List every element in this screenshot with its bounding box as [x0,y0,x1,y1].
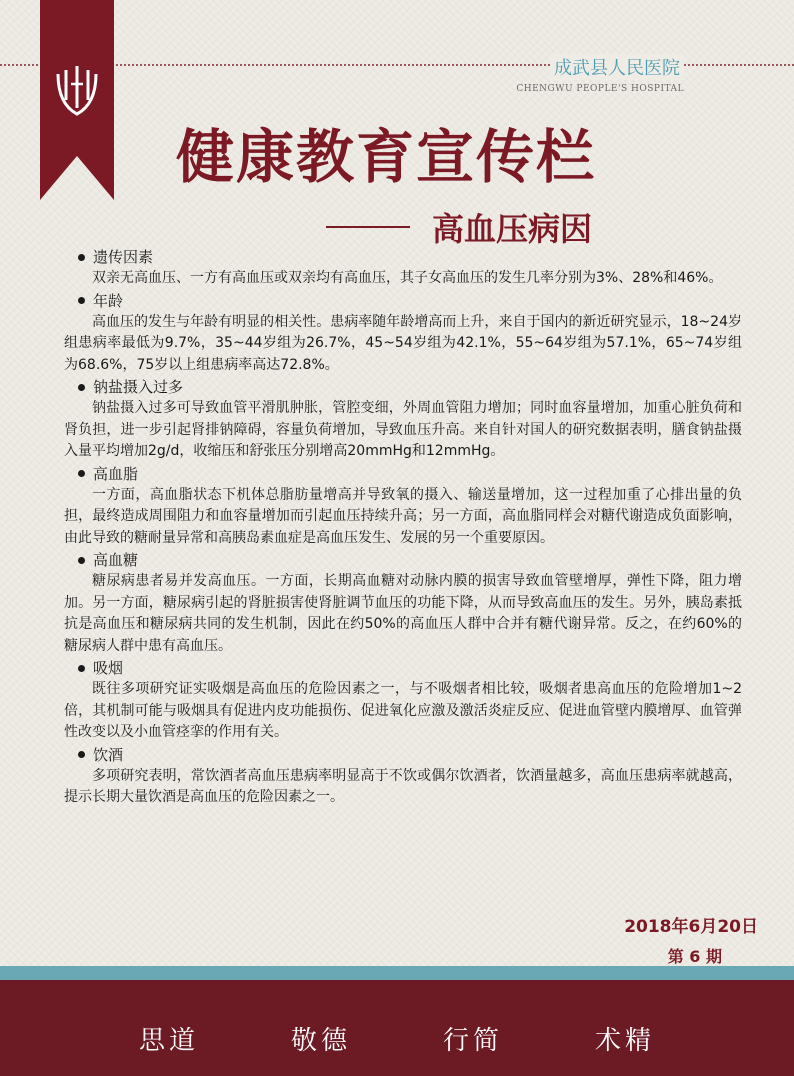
bullet-icon [78,665,85,672]
section-heading: 高血脂 [93,464,139,483]
motto-row [0,1020,794,1057]
hospital-name-en: CHENGWU PEOPLE'S HOSPITAL [516,84,684,94]
logo-ribbon [40,0,114,200]
motto-item: 思道 [138,1026,199,1056]
bullet-icon [78,470,85,477]
bullet-icon [78,557,85,564]
section-text: 双亲无高血压、一方有高血压或双亲均有高血压，其子女高血压的发生几率分别为3%、28%和46%。 [92,270,723,286]
bullet-icon [78,751,85,758]
section-alcohol [64,744,742,809]
section-heading: 钠盐摄入过多 [93,378,184,396]
motto-item: 行简 [442,1026,503,1056]
section-genetics [92,246,742,290]
section-glucose [64,549,742,657]
section-text: 高血压的发生与年龄有明显的相关性。患病率随年龄增高而上升，来自于国内的新近研究显示，18~24岁组患病率最低为9.7%，35~44岁组为26.7%，45~54岁组为42.1%，55~64岁组为57.1%，65~74岁组为68.6%，75岁以上组患病率高达72.8%。 [64,313,742,373]
section-sodium [64,376,742,463]
hospital-name: 成武县人民医院 [550,54,684,80]
section-smoking [64,657,742,744]
section-text: 既往多项研究证实吸烟是高血压的危险因素之一，与不吸烟者相比较，吸烟者患高血压的危险增加1~2倍，其机制可能与吸烟具有促进内皮功能损伤、促进氧化应激及激活炎症反应、促进血管壁内膜增厚、血管弹性改变以及小血管痉挛的作用有关。 [64,681,742,740]
section-text: 一方面，高血脂状态下机体总脂肪量增高并导致氧的摄入、输送量增加，这一过程加重了心排出量的负担，最终造成周围阻力和血容量增加而引起血压持续升高；另一方面，高血脂同样会对糖代谢造成负面影响，由此导致的糖耐量异常和高胰岛素血症是高血压发生、发展的另一个重要原因。 [64,486,742,546]
motto-item: 术精 [594,1026,655,1056]
issue-date: 2018年6月20日 [624,917,758,937]
bullet-icon [78,297,85,304]
section-text: 糖尿病患者易并发高血压。一方面，长期高血糖对动脉内膜的损害导致血管壁增厚，弹性下降，阻力增加。另一方面，糖尿病引起的肾脏损害使肾脏调节血压的功能下降，从而导致高血压的发生。另外，胰岛素抵抗是高血压和糖尿病共同的发生机制，因此在约50%的高血压人群中合并有糖代谢异常。反之，在约60%的糖尿病人群中患有高血压。 [64,573,742,654]
section-heading: 高血糖 [93,551,139,569]
article-body [64,246,742,809]
issue-number: 第 6 期 [667,947,722,966]
section-text: 钠盐摄入过多可导致血管平滑肌肿胀，管腔变细，外周血管阻力增加；同时血容量增加，加重心脏负荷和肾负担，进一步引起肾排钠障碍，容量负荷增加，导致血压升高。来自针对国人的研究数据表明，膳食钠盐摄入量平均增加2g/d，收缩压和舒张压分别增高20mmHg和12mmHg。 [64,400,742,459]
section-heading: 年龄 [93,291,124,310]
hospital-logo-icon [52,60,102,120]
section-heading: 吸烟 [93,659,124,677]
page-title: 健康教育宣传栏 [176,123,597,191]
section-age [64,290,742,377]
bullet-icon [78,384,85,391]
motto-item: 敬德 [290,1026,351,1056]
section-lipids [64,463,742,550]
section-heading: 饮酒 [93,745,124,764]
bullet-icon [78,254,85,261]
section-text: 多项研究表明，常饮酒者高血压患病率明显高于不饮或偶尔饮酒者，饮酒量越多，高血压患病率就越高，提示长期大量饮酒是高血压的危险因素之一。 [64,767,742,805]
subtitle-dash [326,226,410,228]
section-heading: 遗传因素 [93,248,154,266]
page-subtitle: 高血压病因 [432,210,593,248]
footer-accent-band [0,966,794,980]
